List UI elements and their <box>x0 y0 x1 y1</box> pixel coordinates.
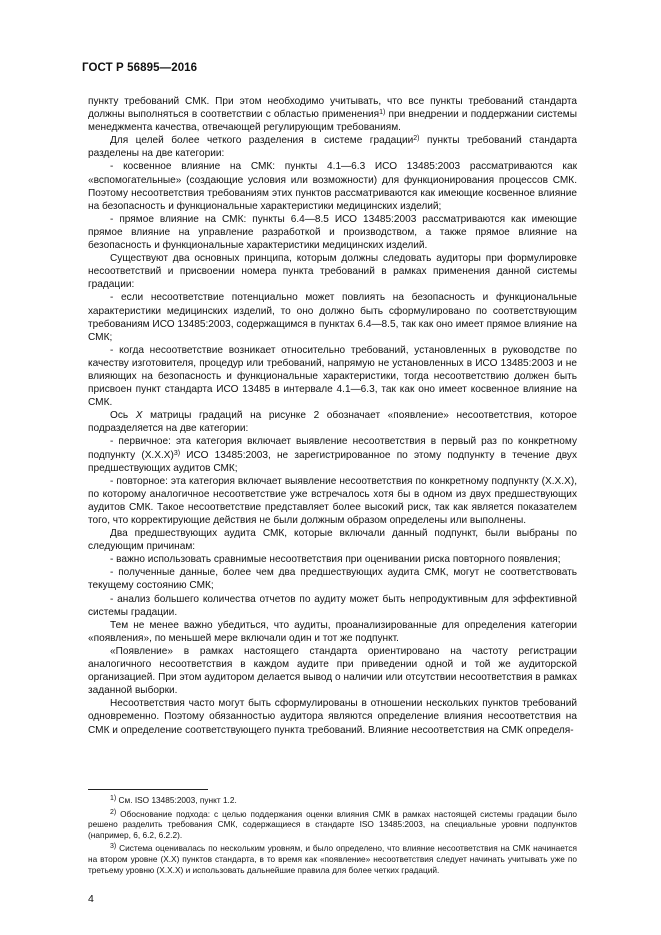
paragraph-15: Тем не менее важно убедиться, что аудиты, проанализированные для определения категории «появления», по меньшей мере включали один и тот же подпункт. <box>88 619 577 644</box>
footnote-1: $^{1)}$ См. ISO 13485:2003, пункт 1.2. <box>110 795 237 805</box>
paragraph-16: «Появление» в рамках настоящего стандарта ориентировано на частоту регистрации аналогичного несоответствия в каждом аудите при приведении одной и той же аудиторской организацией. При этом аудитором делается вывод о наличии или отсутствии несоответствия в рамках заданной выборки. <box>88 645 577 697</box>
paragraph-7: - когда несоответствие возникает относительно требований, установленных в руководстве по качеству изготовителя, процедур или требований, напрямую не установленных в ИСО 13485:2003 и не влияющих на безопасность и функциональные характеристики, тогда несоответствию должен быть присвоен пункт стандарта ИСО 13485 в интервале 4.1—6.3, так как оно имеет косвенное влияние на СМК. <box>88 344 577 409</box>
paragraph-10: - повторное: эта категория включает выявление несоответствия по конкретному подпункту (X.X.X), по которому аналогичное несоответствие уже встречалось хотя бы в одном из двух предшествующих аудитов СМК. Такое несоответствие представляет более высокий риск, так как является показателем того, что корректирующие действия не были должным образом определены или выполнены. <box>88 475 577 526</box>
paragraph-6: - если несоответствие потенциально может повлиять на безопасность и функциональные характеристики медицинских изделий, то оно должно быть сформулировано по соответствующим требованиям ИСО 13485:2003, содержащимся в пунктах 6.4—8.5, так как оно имеет прямое влияние на СМК; <box>88 292 577 343</box>
footnote-2: $^{2)}$ Обоснование подхода: с целью поддержания оценки влияния СМК в рамках настоящей системы градации было решено разделить требования СМК, содержащиеся в стандарте ISO 13485:2003, на специальные уровни подпунктов (например, 6, 6.2, 6.2.2). <box>88 808 577 840</box>
footnotes <box>88 795 577 878</box>
page-number: 4 <box>88 893 94 905</box>
paragraph-12: - важно использовать сравнимые несоответствия при оценивании риска повторного появления; <box>110 554 561 566</box>
paragraph-14: - анализ большего количества отчетов по аудиту может быть непродуктивным для эффективной системы градации. <box>88 593 577 618</box>
paragraph-5: Существуют два основных принципа, которым должны следовать аудиторы при формулировке несоответствий и присвоении номера пункта требований в рамках применения данной системы градации: <box>88 253 577 291</box>
paragraph-1: пункту требований СМК. При этом необходимо учитывать, что все пункты требований стандарта должны выполняться в соответствии с областью применения$^{1)}$ при внедрении и поддержании системы менеджмента качества, отвечающей регулирующим требованиям. <box>88 96 577 134</box>
paragraph-11: Два предшествующих аудита СМК, которые включали данный подпункт, были выбраны по следующим причинам: <box>88 528 577 553</box>
footnote-3: $^{3)}$ Система оценивалась по нескольким уровням, и было определено, что влияние несоответствия на СМК начинается на втором уровне (X.X) пунктов стандарта, в то время как «появление» несоответствия следует начинать учитывать уже по третьему уровню (X.X.X) и использовать дальнейшие правила для более четких градаций. <box>88 843 577 875</box>
paragraph-4: - прямое влияние на СМК: пункты 6.4—8.5 ИСО 13485:2003 рассматриваются как имеющие прямое влияние на управление разработкой и производством, а также прямое влияние на безопасность и функциональные характеристики медицинских изделий. <box>88 213 577 252</box>
footnote-separator <box>88 789 208 790</box>
paragraph-3: - косвенное влияние на СМК: пункты 4.1—6.3 ИСО 13485:2003 рассматриваются как «вспомогательные» (создающие условия или возможности) для функционирования процессов СМК. Поэтому несоответствия требованиям этих пунктов рассматриваются как имеющие косвенное влияние на безопасность и функциональные характеристики медицинских изделий; <box>88 161 577 212</box>
paragraph-9: - первичное: эта категория включает выявление несоответствия в первый раз по конкретному подпункту $(X.X.X)^{3)}$ ИСО 13485:2003, не зарегистрированное по этому подпункту в течение двух предшествующих аудитов СМК; <box>88 436 577 474</box>
paragraph-2: Для целей более четкого разделения в системе градации$^{2)}$ пункты требований стандарта разделены на две категории: <box>88 135 577 160</box>
paragraph-8: Ось X матрицы градаций на рисунке 2 обозначает «появление» несоответствия, которое подразделяется на две категории: <box>88 410 577 435</box>
paragraph-13: - полученные данные, более чем два предшествующих аудита СМК, могут не соответствовать текущему состоянию СМК; <box>88 567 577 592</box>
body-text <box>88 95 577 737</box>
paragraph-17: Несоответствия часто могут быть сформулированы в отношении нескольких пунктов требований одновременно. Поэтому обязанностью аудитора являются определение влияния несоответствия на СМК и определение соответствующего пункта требований. Влияние несоответствия на СМК определя- <box>88 698 577 736</box>
document-header: ГОСТ Р 56895—2016 <box>82 62 198 74</box>
